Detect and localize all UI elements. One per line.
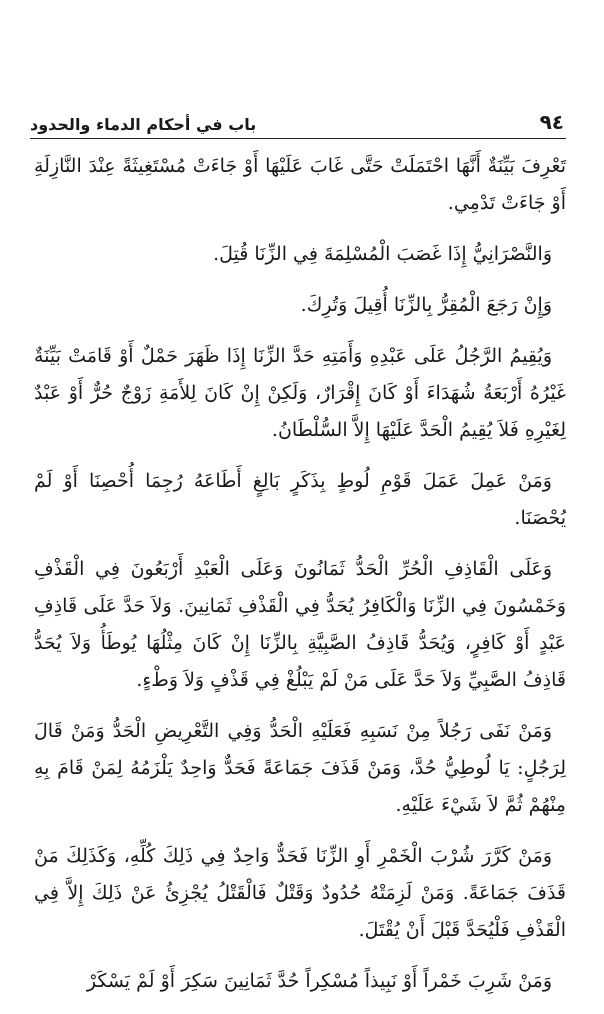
paragraph: وَمَنْ نَفَى رَجُلاً مِنْ نَسَبِهِ فَعَلَيْهِ الْحَدُّ وَفِي التَّعْرِيضِ الْحَدُّ وَمَنْ قَالَ لِرَجُلٍ: يَا لُوطِيُّ حُدَّ، وَمَنْ قَذَفَ جَمَاعَةً فَحَدٌّ وَاحِدٌ يَلْزَمُهُ لِمَنْ قَامَ بِهِ مِنْهُمْ ثُمَّ لاَ شَيْءَ عَلَيْهِ. — [34, 720, 566, 816]
paragraph: وَيُقِيمُ الرَّجُلُ عَلَى عَبْدِهِ وَأَمَتِهِ حَدَّ الزِّنَا إِذَا ظَهَرَ حَمْلٌ أَوْ قَامَتْ بَيِّنَةٌ غَيْرُهُ أَرْبَعَةُ شُهَدَاءَ أَوْ كَانَ إِقْرَارٌ، وَلَكِنْ إِنْ كَانَ لِلأَمَةِ زَوْجٌ حُرٌّ أَوْ عَبْدٌ لِغَيْرِهِ فَلاَ يُقِيمُ الْحَدَّ عَلَيْهَا إِلاَّ السُّلْطَانُ. — [34, 345, 566, 441]
paragraph: وَإِنْ رَجَعَ الْمُقِرُّ بِالزِّنَا أُقِيلَ وَتُرِكَ. — [300, 294, 552, 316]
paragraph: تَعْرِفَ بَيِّنَةٌ أَنَّهَا احْتَمَلَتْ حَتَّى غَابَ عَلَيْهَا أَوْ جَاءَتْ مُسْتَغِيثَةً عِنْدَ النَّازِلَةِ أَوْ جَاءَتْ تَدْمِي. — [34, 155, 566, 214]
paragraph: وَمَنْ شَرِبَ خَمْراً أَوْ نَبِيذاً مُسْكِراً حُدَّ ثَمَانِينَ سَكِرَ أَوْ لَمْ يَسْكَرْ — [86, 970, 552, 992]
page-number: ٩٤ — [539, 110, 564, 134]
running-title: باب في أحكام الدماء والحدود — [30, 115, 257, 134]
page-body — [34, 148, 566, 1014]
paragraph: وَمَنْ كَرَّرَ شُرْبَ الْخَمْرِ أَوِ الزِّنَا فَحَدٌّ وَاحِدٌ فِي ذَلِكَ كُلِّهِ، وَكَذَلِكَ مَنْ قَذَفَ جَمَاعَةً. وَمَنْ لَزِمَتْهُ حُدُودٌ وَقَتْلٌ فَالْقَتْلُ يُجْزِئُ عَنْ ذَلِكَ إِلاَّ فِي الْقَذْفِ فَلْيُحَدَّ قَبْلَ أَنْ يُقْتَلَ. — [34, 845, 566, 941]
paragraph: وَالنَّصْرَانِيُّ إِذَا غَصَبَ الْمُسْلِمَةَ فِي الزِّنَا قُتِلَ. — [213, 243, 552, 265]
page-header — [30, 100, 564, 134]
header-rule — [30, 138, 566, 139]
paragraph: وَعَلَى الْقَاذِفِ الْحُرِّ الْحَدُّ ثَمَانُونَ وَعَلَى الْعَبْدِ أَرْبَعُونَ فِي الْقَذْفِ وَخَمْسُونَ فِي الزِّنَا وَالْكَافِرُ يُحَدُّ فِي الْقَذْفِ ثَمَانِينَ. وَلاَ حَدَّ عَلَى قَاذِفِ عَبْدٍ أَوْ كَافِرٍ، وَيُحَدُّ قَاذِفُ الصَّبِيَّةِ بِالزِّنَا إِنْ كَانَ مِثْلُهَا يُوطَأُ وَلاَ يُحَدُّ قَاذِفُ الصَّبِيِّ وَلاَ حَدَّ عَلَى مَنْ لَمْ يَبْلُغْ فِي قَذْفٍ وَلاَ وَطْءٍ. — [34, 558, 566, 691]
paragraph: وَمَنْ عَمِلَ عَمَلَ قَوْمِ لُوطٍ بِذَكَرٍ بَالِغٍ أَطَاعَهُ رُجِمَا أُحْصِنَا أَوْ لَمْ يُحْصَنَا. — [34, 470, 566, 529]
